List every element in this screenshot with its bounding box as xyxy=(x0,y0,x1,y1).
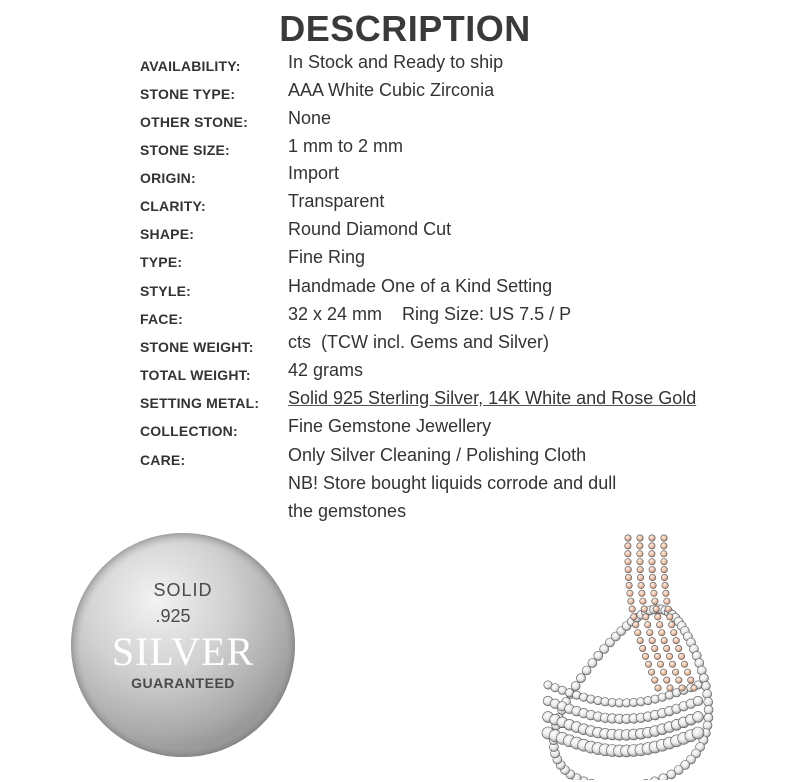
spec-value: Import xyxy=(288,163,340,183)
spec-value: Solid 925 Sterling Silver, 14K White and Rose Gold xyxy=(288,388,697,408)
spec-row-availability xyxy=(0,52,800,80)
spec-value: AAA White Cubic Zirconia xyxy=(288,80,495,100)
care-note-text: the gemstones xyxy=(288,501,407,521)
spec-label: STYLE: xyxy=(140,283,191,299)
spec-label: STONE WEIGHT: xyxy=(140,339,254,355)
spec-value: Handmade One of a Kind Setting xyxy=(288,276,553,296)
spec-label: SHAPE: xyxy=(140,226,195,242)
spec-row-clarity xyxy=(0,192,800,220)
spec-label: CARE: xyxy=(140,452,186,468)
spec-row-face xyxy=(0,305,800,333)
spec-value: 1 mm to 2 mm xyxy=(288,136,404,156)
spec-value: Only Silver Cleaning / Polishing Cloth xyxy=(288,445,587,465)
spec-label: FACE: xyxy=(140,311,183,327)
spec-value: Fine Ring xyxy=(288,247,366,267)
spec-label: TOTAL WEIGHT: xyxy=(140,367,251,383)
spec-label: COLLECTION: xyxy=(140,423,238,439)
spec-row-style xyxy=(0,277,800,305)
spec-row-setting-metal xyxy=(0,389,800,417)
spec-row-total-weight xyxy=(0,361,800,389)
spec-label: AVAILABILITY: xyxy=(140,58,241,74)
spec-value: 32 x 24 mm Ring Size: US 7.5 / P xyxy=(288,304,572,324)
spec-label: ORIGIN: xyxy=(140,170,196,186)
spec-row-stone-size xyxy=(0,136,800,164)
care-note-text: NB! Store bought liquids corrode and dull xyxy=(288,473,617,493)
page-title: DESCRIPTION xyxy=(279,8,531,49)
spec-label: TYPE: xyxy=(140,254,183,270)
badge-line-925: .925 xyxy=(155,606,191,626)
care-note-line-1 xyxy=(0,474,800,502)
spec-value: Transparent xyxy=(288,191,385,211)
spec-row-stone-type xyxy=(0,80,800,108)
spec-row-stone-weight xyxy=(0,333,800,361)
spec-label: STONE TYPE: xyxy=(140,86,236,102)
spec-label: CLARITY: xyxy=(140,198,206,214)
badge-line-solid: SOLID xyxy=(153,580,213,600)
spec-row-care xyxy=(0,446,800,474)
spec-row-other-stone xyxy=(0,108,800,136)
spec-row-shape xyxy=(0,220,800,248)
badge-line-silver: SILVER xyxy=(111,629,255,674)
spec-value: 42 grams xyxy=(288,360,364,380)
spec-row-origin xyxy=(0,164,800,192)
spec-row-collection xyxy=(0,417,800,445)
spec-value: In Stock and Ready to ship xyxy=(288,52,504,72)
badge-line-guaranteed: GUARANTEED xyxy=(131,675,235,691)
spec-row-type xyxy=(0,248,800,276)
teardrop-ring-image xyxy=(518,518,728,780)
spec-value: None xyxy=(288,108,332,128)
spec-label: OTHER STONE: xyxy=(140,114,248,130)
spec-value: cts (TCW incl. Gems and Silver) xyxy=(288,332,550,352)
spec-label: SETTING METAL: xyxy=(140,395,260,411)
spec-value: Round Diamond Cut xyxy=(288,219,452,239)
spec-value: Fine Gemstone Jewellery xyxy=(288,416,492,436)
spec-label: STONE SIZE: xyxy=(140,142,230,158)
